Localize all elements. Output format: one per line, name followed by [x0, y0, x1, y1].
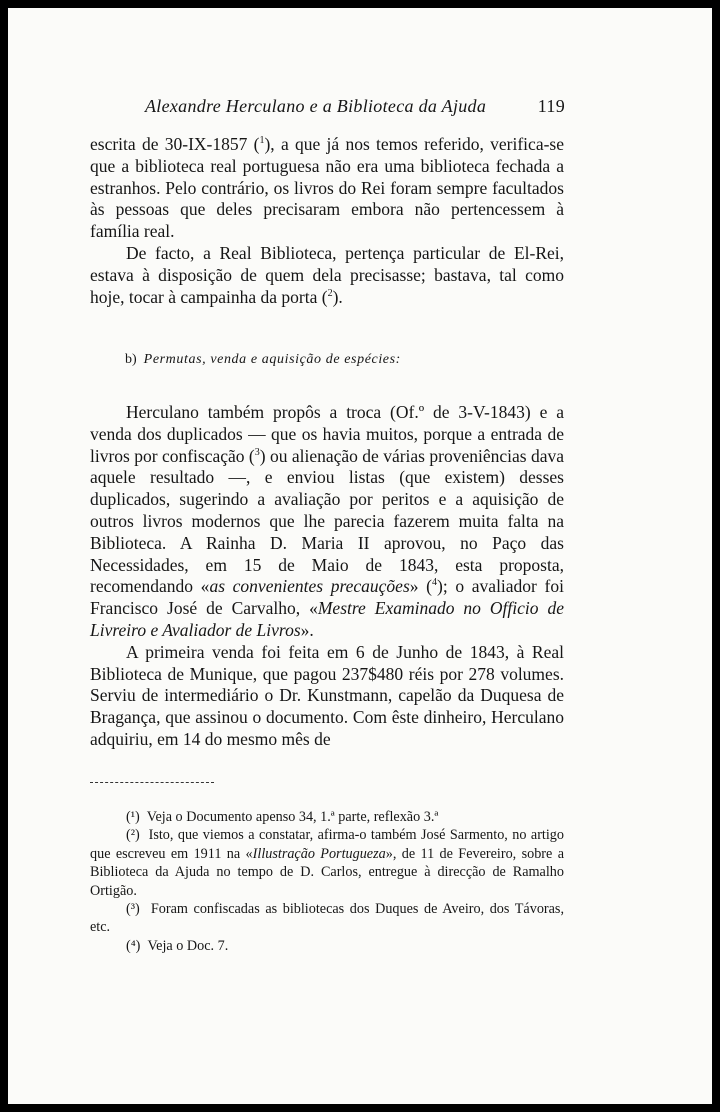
quote-mestre: Mestre Examinado no Officio de Livreiro e Avaliador de Livros [90, 598, 564, 640]
quote-precaucoes: as convenientes precauções [209, 576, 410, 597]
page-number: 119 [537, 96, 565, 116]
book-page [8, 8, 712, 1104]
footnote-ref-3: 3 [254, 446, 260, 458]
footnote-3: (³) Foram confiscadas as bibliotecas dos Duques de Aveiro, dos Távoras, etc. [90, 901, 565, 936]
section-heading [125, 352, 545, 368]
paragraph-2: De facto, a Real Biblioteca, pertença particular de El-Rei, estava à disposição de quem dela precisasse; bastava, tal como hoje, tocar à campainha da porta ($^2$). [90, 242, 564, 307]
footnote-ref-1: 1 [259, 135, 265, 147]
footnote-2: (²) Isto, que viemos a constatar, afirma-o também José Sarmento, no artigo que escreveu em 1911 na «Illustração Portugueza», de 11 de Fevereiro, sobre a Biblioteca da Ajuda no tempo de D. Carlos, entregue à direcção de Ramalho Ortigão. [90, 827, 564, 899]
paragraph-4: A primeira venda foi feita em 6 de Junho de 1843, à Real Biblioteca de Munique, que pagou 237$480 réis por 278 volumes. Serviu de intermediário o Dr. Kunstmann, capelão da Duquesa de Bragança, que assinou o documento. Com êste dinheiro, Herculano adquiriu, em 14 do mesmo mês de [90, 641, 564, 749]
running-header [145, 96, 565, 120]
footnote-separator [90, 782, 214, 783]
footnote-4: (⁴) Veja o Doc. 7. [126, 937, 229, 954]
paragraph-1: escrita de 30-IX-1857 ($^1$), a que já nos temos referido, verifica-se que a biblioteca real portuguesa não era uma biblioteca fechada a estranhos. Pelo contrário, os livros do Rei foram sempre facultados às pessoas que deles precisaram embora não pertencessem à família real. [90, 134, 564, 242]
footnotes [90, 808, 564, 955]
footnote-1: (¹) Veja o Documento apenso 34, 1.ª parte, reflexão 3.ª [126, 809, 439, 825]
section-title: Permutas, venda e aquisição de espécies: [143, 352, 401, 367]
running-title: Alexandre Herculano e a Biblioteca da Ajuda [145, 96, 487, 116]
footnote-ref-2: 2 [327, 287, 333, 299]
body-text-top [90, 134, 564, 308]
section-letter: b) [125, 352, 137, 367]
paragraph-3: Herculano também propôs a troca (Of.º de 3-V-1843) e a venda dos duplicados — que os havia muitos, porque a entrada de livros por confiscação ($^3$) ou alienação de várias proveniências dava aquele resultado —, e enviou listas (que existem) desses duplicados, sugerindo a avaliação por peritos e a aquisição de outros livros modernos que lhe parecia fazerem muita falta na Biblioteca. A Rainha D. Maria II aprovou, no Paço das Necessidades, em 15 de Maio de 1843, esta proposta, recomendando «as convenientes precauções» ($^4$); o avaliador foi Francisco José de Carvalho, «Mestre Examinado no Officio de Livreiro e Avaliador de Livros». [90, 402, 564, 640]
footnote-ref-4: 4 [432, 577, 437, 589]
body-text-bottom [90, 402, 564, 751]
